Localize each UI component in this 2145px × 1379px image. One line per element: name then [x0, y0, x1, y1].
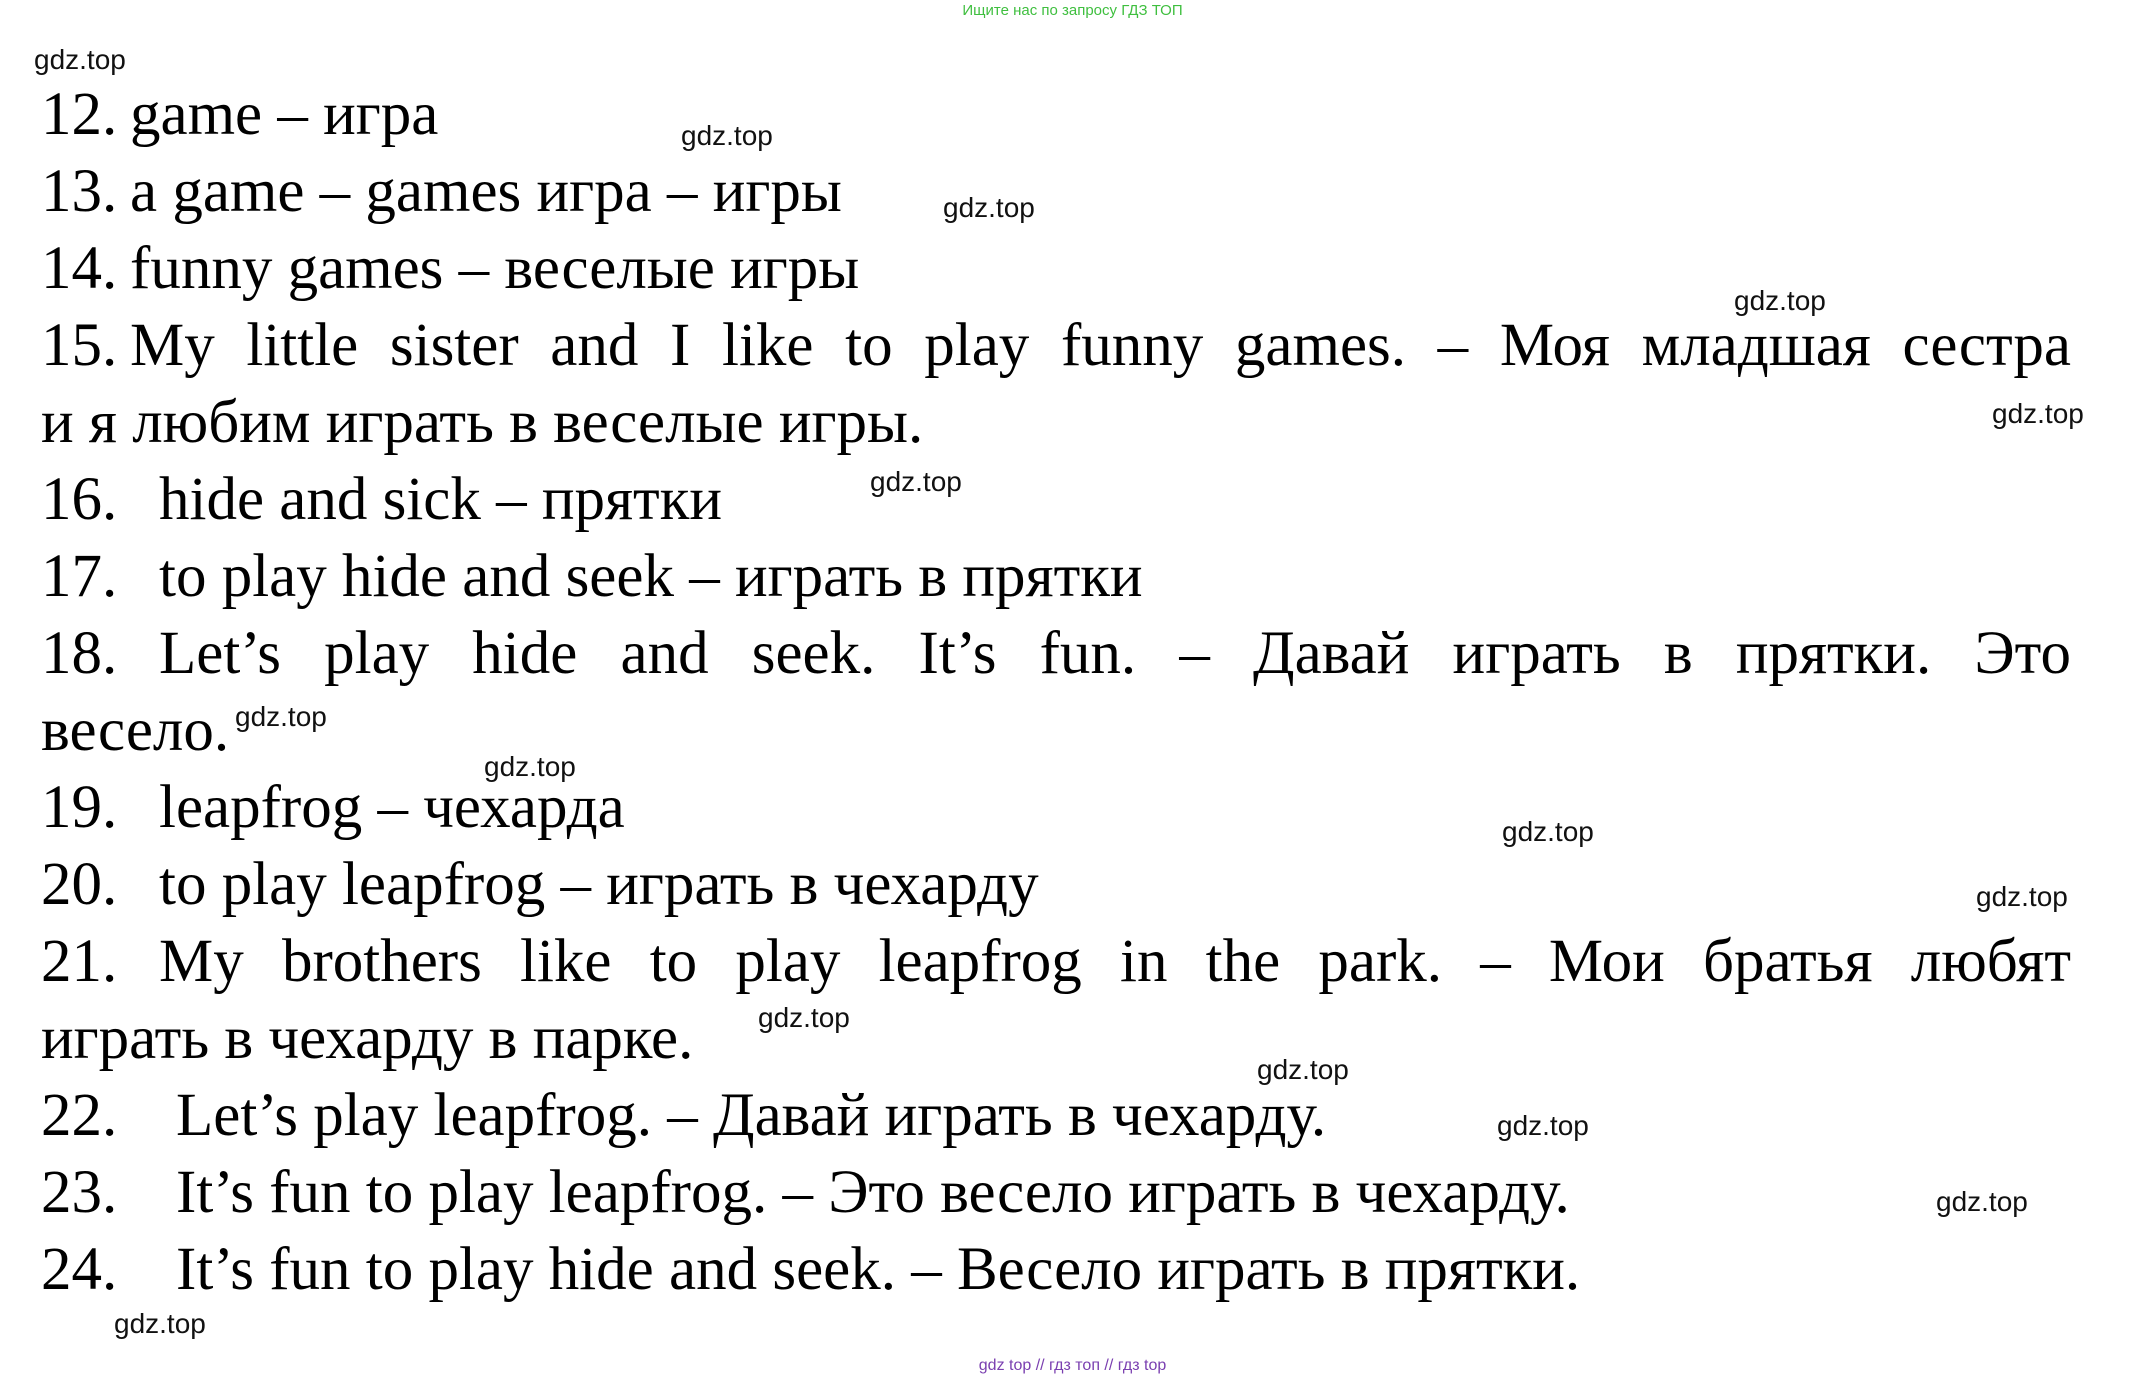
item-number: 21. — [41, 928, 118, 995]
list-item — [41, 774, 625, 841]
item-text: Let’s play leapfrog. – Давай играть в чехарду. — [176, 1082, 1327, 1149]
list-item — [41, 235, 860, 302]
list-item — [41, 81, 439, 148]
footer-watermark: gdz top // гдз топ // гдз top — [978, 1357, 1167, 1374]
item-number: 22. — [41, 1082, 118, 1149]
top-banner: Ищите нас по запросу ГДЗ ТОП — [962, 2, 1183, 19]
item-text: to play leapfrog – играть в чехарду — [159, 851, 1039, 918]
item-number: 23. — [41, 1159, 118, 1226]
watermark: gdz.top — [114, 1308, 206, 1339]
watermark: gdz.top — [1502, 816, 1594, 847]
item-text: leapfrog – чехарда — [159, 774, 625, 841]
item-number: 15. — [41, 312, 118, 379]
item-number: 20. — [41, 851, 118, 918]
item-text: It’s fun to play hide and seek. – Весело играть в прятки. — [176, 1236, 1581, 1303]
item-text: весело. — [41, 697, 230, 764]
item-text: funny games – веселые игры — [130, 235, 860, 302]
watermark: gdz.top — [235, 701, 327, 732]
item-number: 14. — [41, 235, 118, 302]
item-number: 19. — [41, 774, 118, 841]
item-text: Let’s play hide and seek. It’s fun. – Давай играть в прятки. Это — [159, 620, 2071, 687]
list-item — [41, 928, 2071, 995]
watermark: gdz.top — [1257, 1054, 1349, 1085]
item-text: играть в чехарду в парке. — [41, 1005, 694, 1072]
item-text: game – игра — [130, 81, 439, 148]
item-number: 18. — [41, 620, 118, 687]
item-number: 17. — [41, 543, 118, 610]
list-item — [41, 543, 1143, 610]
watermark: gdz.top — [1936, 1186, 2028, 1217]
list-item — [41, 312, 2071, 379]
watermark: gdz.top — [870, 466, 962, 497]
watermark: gdz.top — [34, 44, 126, 75]
list-item — [41, 1236, 1581, 1303]
item-number: 16. — [41, 466, 118, 533]
list-item — [41, 158, 842, 225]
item-text: My brothers like to play leapfrog in the park. – Мои братья любят — [159, 928, 2071, 995]
list-item-continuation — [41, 1005, 694, 1072]
item-number: 12. — [41, 81, 118, 148]
watermark: gdz.top — [1734, 285, 1826, 316]
item-number: 24. — [41, 1236, 118, 1303]
list-item — [41, 620, 2071, 687]
item-text: My little sister and I like to play funny games. – Моя младшая сестра — [130, 312, 2071, 379]
item-text: a game – games игра – игры — [130, 158, 842, 225]
list-item — [41, 851, 1039, 918]
item-text: hide and sick – прятки — [159, 466, 722, 533]
watermark: gdz.top — [681, 120, 773, 151]
list-item-continuation — [41, 389, 924, 456]
watermark: gdz.top — [484, 751, 576, 782]
list-item — [41, 1082, 1327, 1149]
item-text: и я любим играть в веселые игры. — [41, 389, 924, 456]
watermark: gdz.top — [943, 192, 1035, 223]
list-item — [41, 1159, 1570, 1226]
item-number: 13. — [41, 158, 118, 225]
watermark: gdz.top — [1992, 398, 2084, 429]
item-text: It’s fun to play leapfrog. – Это весело играть в чехарду. — [176, 1159, 1570, 1226]
watermark: gdz.top — [758, 1002, 850, 1033]
watermark: gdz.top — [1976, 881, 2068, 912]
watermark: gdz.top — [1497, 1110, 1589, 1141]
list-item-continuation — [41, 697, 230, 764]
item-text: to play hide and seek – играть в прятки — [159, 543, 1143, 610]
list-item — [41, 466, 722, 533]
